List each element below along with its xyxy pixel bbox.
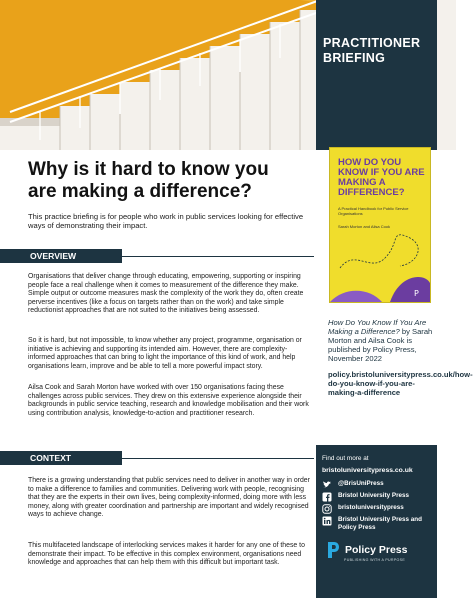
instagram-handle: bristoluniversitypress [338,504,404,511]
practitioner-briefing-heading [323,36,433,66]
briefing-line-1: PRACTITIONER [323,36,421,50]
intro-text: This practice briefing is for people who work in public services looking for effective ways of demonstrating their impact. [28,212,304,231]
twitter-link[interactable] [322,480,436,490]
page-title-line-1: Why is it hard to know you [28,159,269,180]
context-paragraph-2: This multifaceted landscape of interlocking services makes it harder for any one of these to demonstrate their impact. To be effective in this complex environment, organisations need knowledge and approaches that can help them with this difficult but important task. [28,542,305,567]
context-heading: CONTEXT [30,453,72,463]
svg-text:P: P [414,289,419,298]
overview-divider [122,256,314,257]
book-cover-title: HOW DO YOU KNOW IF YOU ARE MAKING A DIFFERENCE? [338,157,425,198]
twitter-handle: @BrisUniPress [338,480,384,487]
instagram-icon [322,504,332,514]
policy-press-logo [326,541,407,559]
context-divider [122,458,314,459]
linkedin-link[interactable] [322,516,436,531]
policy-press-name: Policy Press [345,544,408,556]
facebook-name: Bristol University Press [338,492,410,499]
policy-press-tagline: PUBLISHING WITH A PURPOSE [344,558,406,562]
overview-paragraph-3: Ailsa Cook and Sarah Morton have worked with over 150 organisations facing these challenges across public services. They drew on this extensive experience alongside their backgrounds in public service teaching, research and knowledge mobilisation and their work using contribution analysis, knowledge-to-action and practitioner research. [28,384,309,417]
publisher-site-link[interactable]: bristoluniversitypress.co.uk [322,467,413,474]
page-title-line-2: are making a difference? [28,181,252,202]
page-title [28,159,318,203]
linkedin-icon [322,516,332,526]
overview-heading: OVERVIEW [30,251,77,261]
book-cover-subtitle: A Practical Handbook for Public Service Organisations [338,206,409,216]
overview-paragraph-2: So it is hard, but not impossible, to know whether any project, programme, organisation or initiative is achieving and supporting its intended aim. However, there are complexity-informed approaches that can bring to light the importance of this kind of work, and help organisations learn, improve and be able to tell a more powerful impact story. [28,337,302,370]
facebook-link[interactable] [322,492,436,502]
book-caption [328,318,440,363]
linkedin-name: Bristol University Press and Policy Press [338,516,422,531]
facebook-icon [322,492,332,502]
overview-paragraph-1: Organisations that deliver change through educating, empowering, supporting or inspiring people face a real challenge when it comes to measurement of the difference they make. Simple output or outcome measures mask the complexity of the work they do, often create perverse incentives (like a focus on targets rather than on the work) and take simple reductionist approaches that are not suited to the initiatives being assessed. [28,273,304,315]
book-caption-title: How Do You Know If You Are Making a Difference? [328,318,427,336]
book-cover [330,148,430,302]
twitter-icon [322,480,332,490]
book-url-link[interactable]: policy.bristoluniversitypress.co.uk/how-do-you-know-if-you-are-making-a-difference [328,370,473,397]
book-caption-details: by Sarah Morton and Ailsa Cook is published by Policy Press, November 2022 [328,327,433,363]
book-cover-authors: Sarah Morton and Ailsa Cook [338,224,391,229]
briefing-line-2: BRIEFING [323,51,386,65]
find-out-more-label: Find out more at [322,455,369,462]
context-paragraph-1: There is a growing understanding that public services need to deliver in another way in order to make a difference to families and communities. Delivering work with people, recognising that they are the experts in their own lives, being complexity-informed, doing more with less money, along with greater coordination and partnership are important and widely recognised ways to achieve change. [28,477,310,519]
policy-press-logo-icon [326,541,340,559]
instagram-link[interactable] [322,504,436,514]
